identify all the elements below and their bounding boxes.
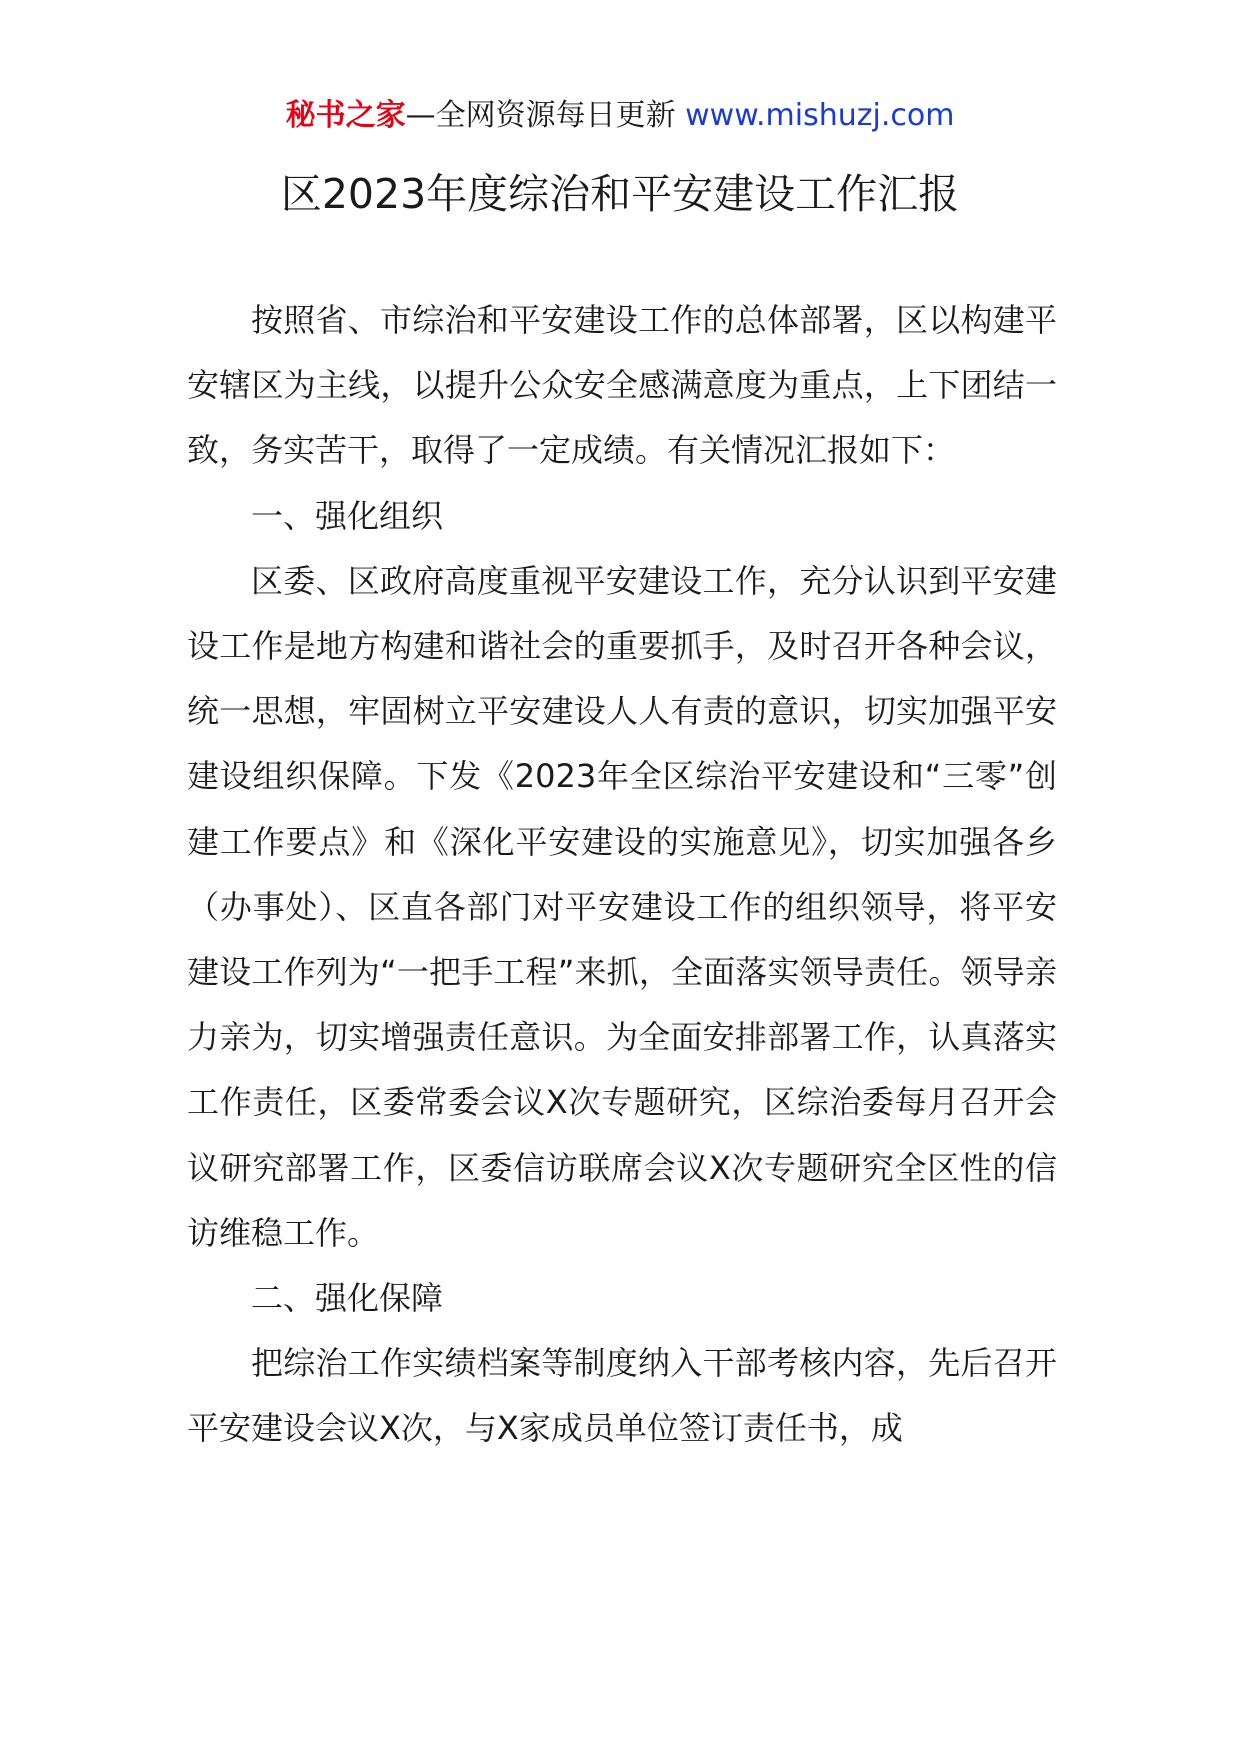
site-brand: 秘书之家 — [285, 98, 406, 133]
section-2-paragraph: 把综治工作实绩档案等制度纳入干部考核内容，先后召开平安建设会议X次，与X家成员单位签订责任书，成 — [187, 1344, 1057, 1448]
document-body — [187, 288, 1057, 1462]
site-header — [0, 96, 1240, 136]
site-url-link[interactable]: www.mishuzj.com — [685, 98, 955, 133]
section-heading-1: 一、强化组织 — [251, 496, 444, 535]
section-heading-2: 二、强化保障 — [251, 1279, 444, 1318]
intro-paragraph: 按照省、市综治和平安建设工作的总体部署，区以构建平安辖区为主线，以提升公众安全感满意度为重点，上下团结一致，务实苦干，取得了一定成绩。有关情况汇报如下： — [187, 301, 1057, 470]
section-1-paragraph: 区委、区政府高度重视平安建设工作，充分认识到平安建设工作是地方构建和谐社会的重要抓手，及时召开各种会议，统一思想，牢固树立平安建设人人有责的意识，切实加强平安建设组织保障。下发《2023年全区综治平安建设和“三零”创建工作要点》和《深化平安建设的实施意见》，切实加强各乡（办事处）、区直各部门对平安建设工作的组织领导，将平安建设工作列为“一把手工程”来抓，全面落实领导责任。领导亲力亲为，切实增强责任意识。为全面安排部署工作，认真落实工作责任，区委常委会议X次专题研究，区综治委每月召开会议研究部署工作，区委信访联席会议X次专题研究全区性的信访维稳工作。 — [187, 561, 1057, 1252]
document-title: 区2023年度综治和平安建设工作汇报 — [280, 170, 960, 218]
site-slogan: —全网资源每日更新 — [405, 98, 676, 133]
